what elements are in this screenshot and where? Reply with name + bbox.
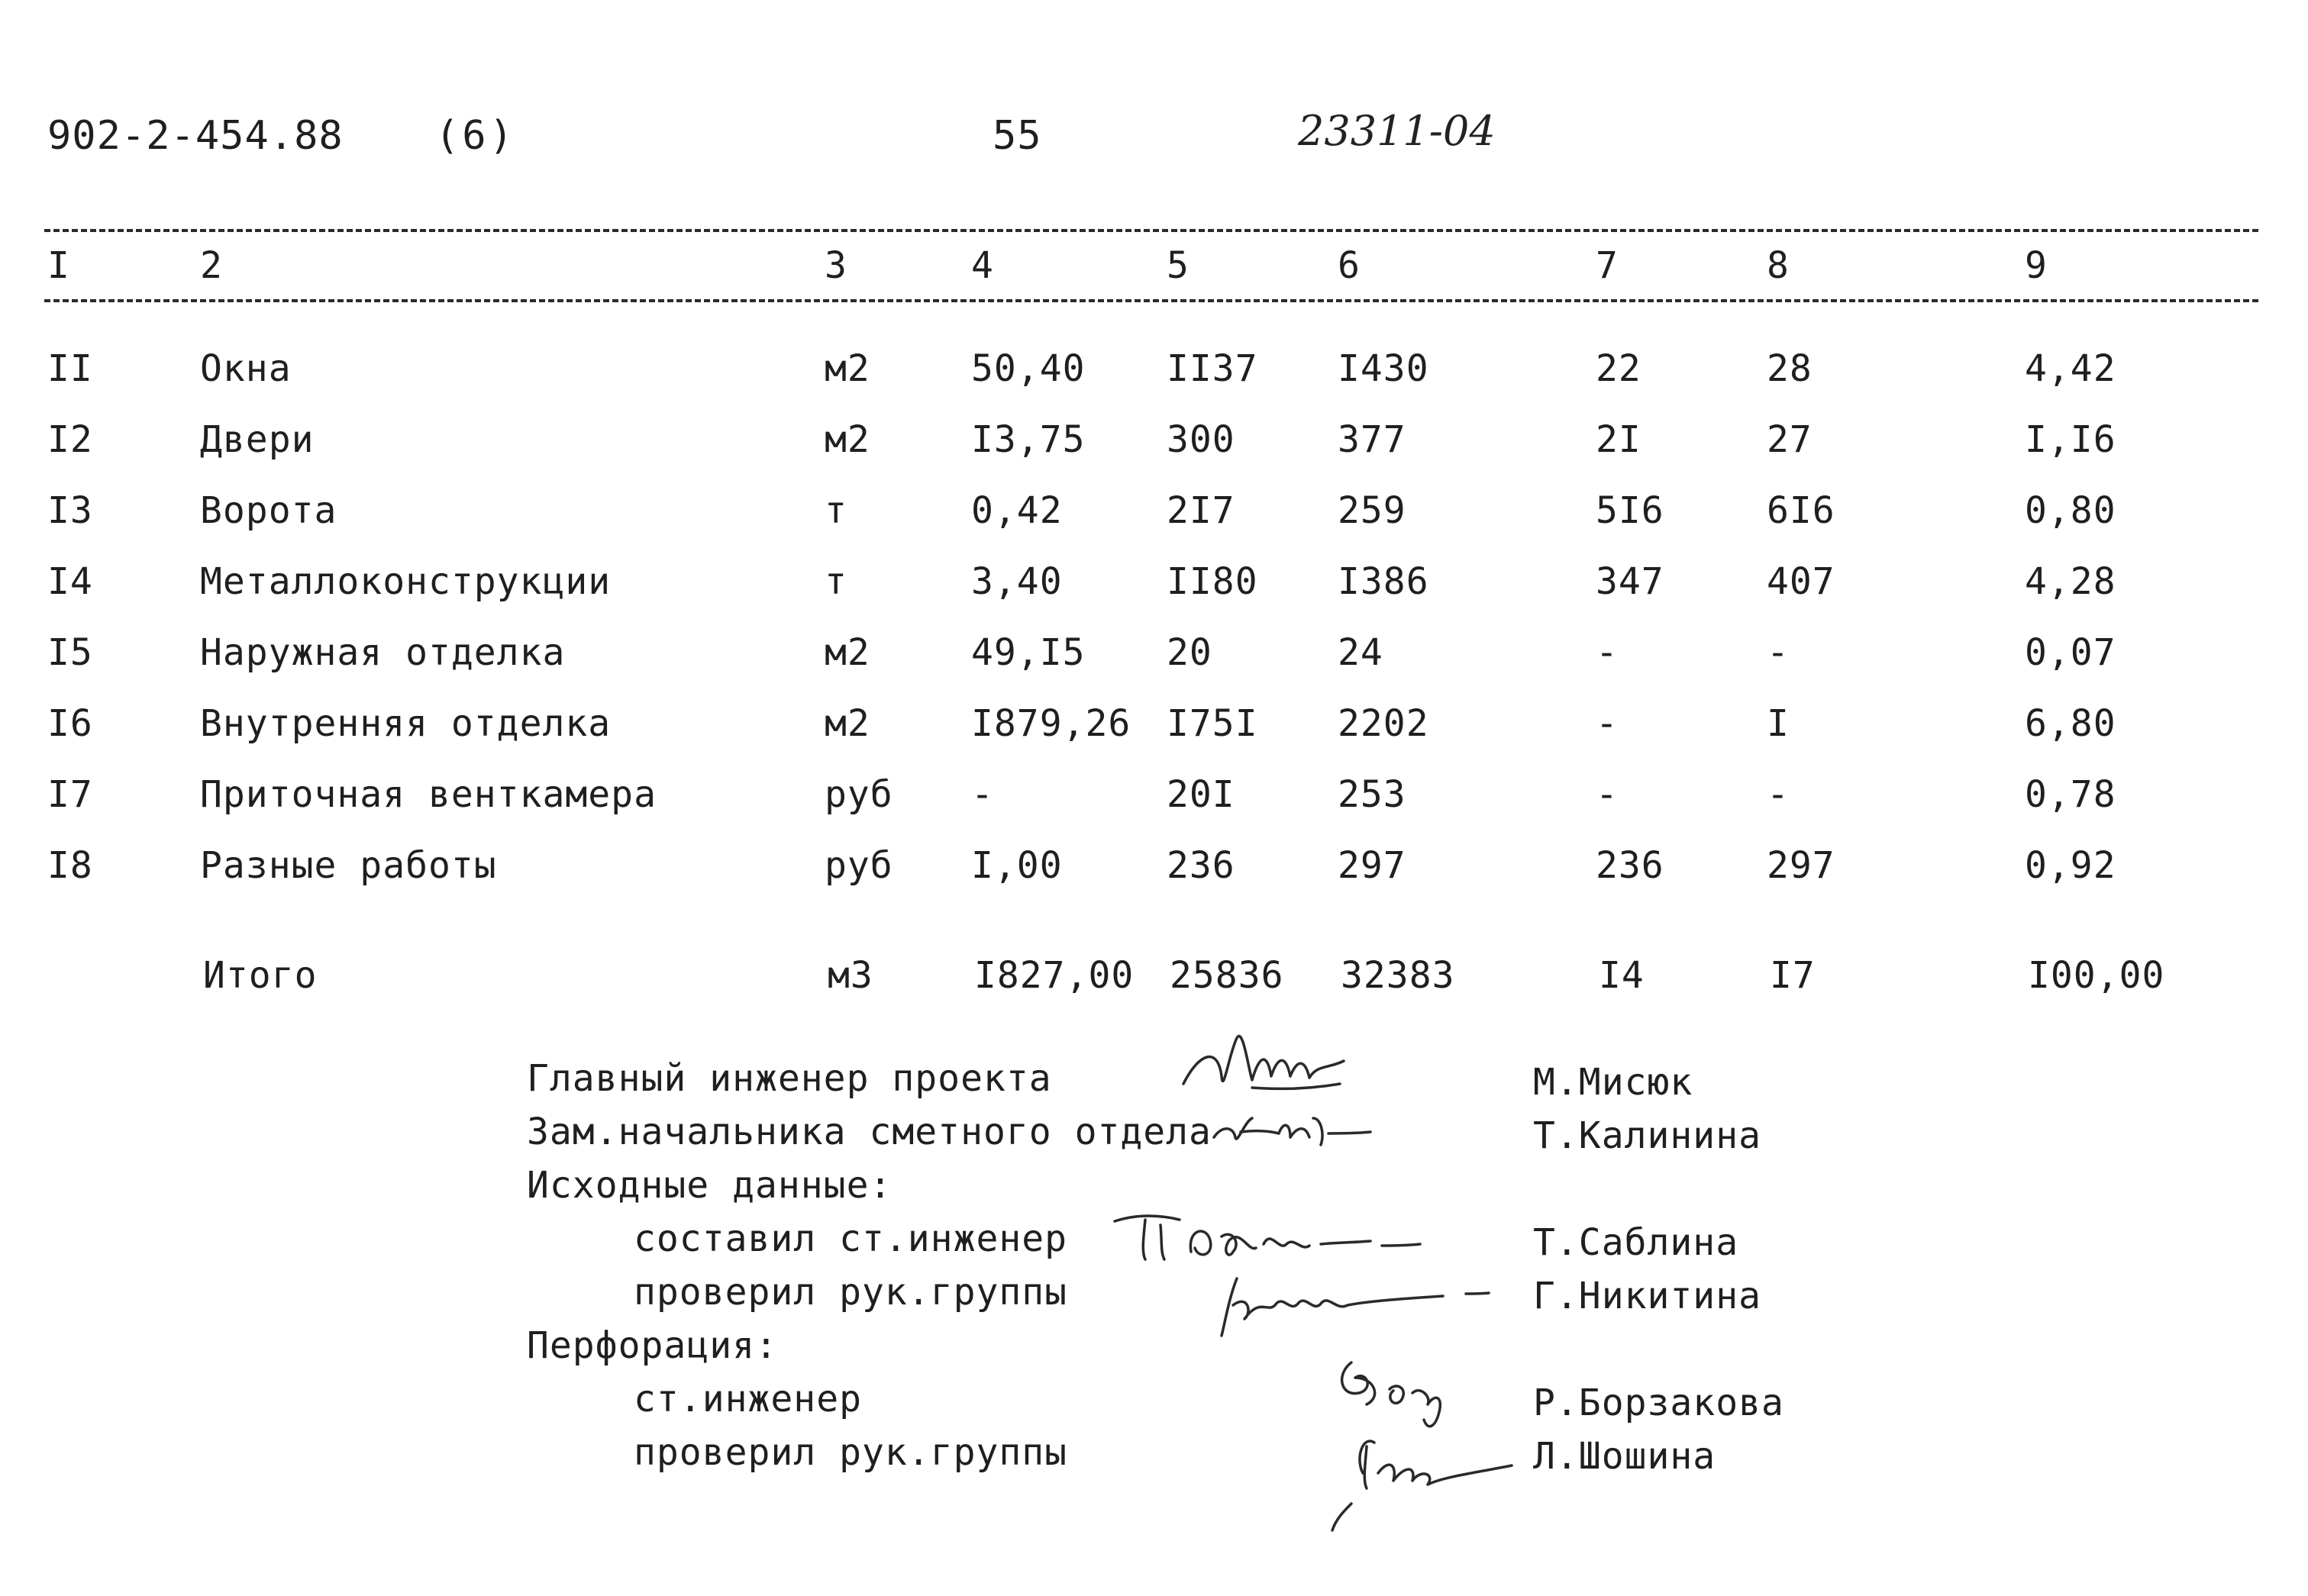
table-cell: -: [1767, 773, 1790, 816]
table-cell: Внутренняя отделка: [200, 702, 612, 745]
handwritten-signature: [1214, 1259, 1504, 1343]
signature-role: проверил рук.группы: [634, 1431, 1068, 1474]
total-cell: I827,00: [974, 954, 1135, 997]
table-cell: 0,92: [2025, 844, 2116, 887]
total-cell: I7: [1770, 954, 1816, 997]
table-cell: I4: [47, 560, 93, 603]
table-cell: 20I: [1167, 773, 1235, 816]
table-cell: 2I7: [1167, 489, 1235, 532]
column-header: I: [47, 244, 70, 287]
signature-name: М.Мисюк: [1533, 1061, 1693, 1104]
table-cell: -: [1767, 631, 1790, 674]
table-cell: 2I: [1596, 418, 1641, 461]
signature-role: Зам.начальника сметного отдела: [527, 1111, 1212, 1153]
table-cell: -: [1596, 631, 1619, 674]
handwritten-signature: [1206, 1103, 1390, 1156]
column-header: 4: [971, 244, 994, 287]
table-cell: м2: [825, 347, 870, 390]
signature-role: ст.инженер: [634, 1378, 862, 1420]
table-cell: Окна: [200, 347, 292, 390]
table-cell: -: [1596, 773, 1619, 816]
table-cell: 0,78: [2025, 773, 2116, 816]
table-cell: II37: [1167, 347, 1258, 390]
table-cell: I7: [47, 773, 93, 816]
column-header: 7: [1596, 244, 1619, 287]
table-cell: I5: [47, 631, 93, 674]
total-cell: I00,00: [2028, 954, 2165, 997]
table-cell: I879,26: [971, 702, 1131, 745]
table-cell: 49,I5: [971, 631, 1086, 674]
table-cell: 297: [1767, 844, 1835, 887]
table-cell: 50,40: [971, 347, 1086, 390]
table-cell: II: [47, 347, 93, 390]
table-cell: 28: [1767, 347, 1813, 390]
section-number: (6): [435, 113, 516, 159]
table-cell: 4,42: [2025, 347, 2116, 390]
document-code: 902-2-454.88: [47, 113, 344, 159]
table-cell: I,I6: [2025, 418, 2116, 461]
total-cell: 25836: [1170, 954, 1284, 997]
table-cell: I2: [47, 418, 93, 461]
page-number: 55: [993, 113, 1042, 159]
table-cell: 2202: [1338, 702, 1429, 745]
table-cell: -: [1596, 702, 1619, 745]
table-cell: 4,28: [2025, 560, 2116, 603]
table-cell: руб: [825, 773, 893, 816]
column-header: 3: [825, 244, 847, 287]
table-cell: Двери: [200, 418, 315, 461]
table-cell: м2: [825, 702, 870, 745]
table-cell: I3,75: [971, 418, 1086, 461]
table-cell: 347: [1596, 560, 1664, 603]
table-cell: 27: [1767, 418, 1813, 461]
table-cell: 253: [1338, 773, 1406, 816]
table-cell: 22: [1596, 347, 1641, 390]
table-cell: Приточная венткамера: [200, 773, 657, 816]
table-cell: м2: [825, 418, 870, 461]
handwritten-signature: [1176, 1023, 1374, 1107]
table-cell: руб: [825, 844, 893, 887]
total-cell: 32383: [1341, 954, 1455, 997]
table-cell: 5I6: [1596, 489, 1664, 532]
table-cell: I3: [47, 489, 93, 532]
signature-name: Р.Борзакова: [1533, 1382, 1784, 1424]
signature-section-heading: Исходные данные:: [527, 1164, 893, 1207]
column-header: 2: [200, 244, 223, 287]
table-cell: Металлоконструкции: [200, 560, 612, 603]
signature-role: Главный инженер проекта: [527, 1057, 1052, 1100]
table-cell: 6,80: [2025, 702, 2116, 745]
table-cell: 24: [1338, 631, 1383, 674]
table-cell: м2: [825, 631, 870, 674]
signature-name: Л.Шошина: [1533, 1435, 1716, 1478]
table-cell: I6: [47, 702, 93, 745]
table-cell: I: [1767, 702, 1790, 745]
table-cell: 3,40: [971, 560, 1063, 603]
signature-name: Г.Никитина: [1533, 1275, 1761, 1317]
signature-name: Т.Саблина: [1533, 1221, 1739, 1264]
table-cell: 300: [1167, 418, 1235, 461]
table-cell: 297: [1338, 844, 1406, 887]
column-header: 9: [2025, 244, 2048, 287]
signature-role: проверил рук.группы: [634, 1271, 1068, 1314]
table-header-rule: [44, 299, 2258, 302]
table-top-rule: [44, 229, 2258, 232]
table-cell: Разные работы: [200, 844, 497, 887]
signature-role: составил ст.инженер: [634, 1217, 1068, 1260]
total-cell: м3: [828, 954, 873, 997]
table-cell: I,00: [971, 844, 1063, 887]
total-cell: I4: [1599, 954, 1645, 997]
table-cell: I430: [1338, 347, 1429, 390]
table-cell: I386: [1338, 560, 1429, 603]
table-cell: 377: [1338, 418, 1406, 461]
table-cell: т: [825, 489, 847, 532]
table-cell: Ворота: [200, 489, 337, 532]
handwritten-signature: [1321, 1351, 1550, 1534]
table-cell: 0,42: [971, 489, 1063, 532]
total-cell: Итого: [203, 954, 318, 997]
column-header: 6: [1338, 244, 1361, 287]
table-cell: I8: [47, 844, 93, 887]
archive-number-handwritten: 23311-04: [1298, 107, 1496, 155]
table-cell: 0,07: [2025, 631, 2116, 674]
signature-section-heading: Перфорация:: [527, 1324, 778, 1367]
signature-name: Т.Калинина: [1533, 1114, 1761, 1157]
table-cell: 259: [1338, 489, 1406, 532]
table-cell: 20: [1167, 631, 1212, 674]
table-cell: т: [825, 560, 847, 603]
table-cell: 407: [1767, 560, 1835, 603]
table-cell: 236: [1596, 844, 1664, 887]
column-header: 8: [1767, 244, 1790, 287]
table-cell: 0,80: [2025, 489, 2116, 532]
table-cell: -: [971, 773, 994, 816]
column-header: 5: [1167, 244, 1190, 287]
table-cell: 236: [1167, 844, 1235, 887]
table-cell: I75I: [1167, 702, 1258, 745]
table-cell: II80: [1167, 560, 1258, 603]
table-cell: 6I6: [1767, 489, 1835, 532]
table-cell: Наружная отделка: [200, 631, 566, 674]
